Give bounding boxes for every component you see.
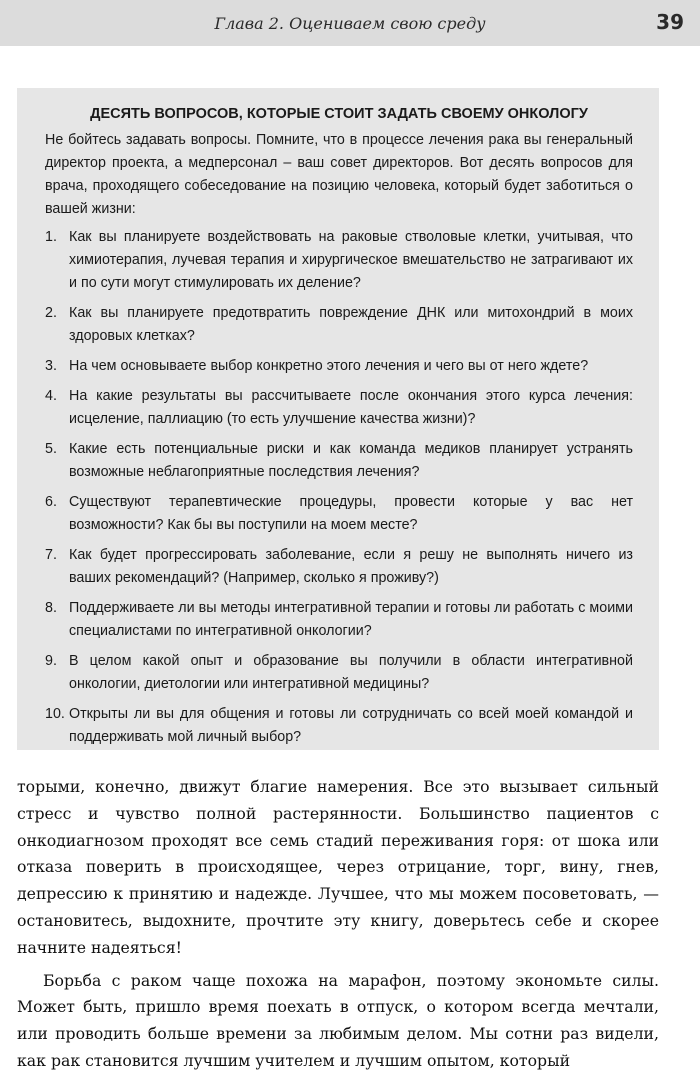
question-item	[45, 385, 633, 431]
question-text: Открыты ли вы для общения и готовы ли сотрудничать со всей моей командой и поддерживать мой личный выбор?	[69, 706, 633, 745]
question-item	[45, 650, 633, 696]
question-text: На какие результаты вы рассчитываете после окончания этого курса лечения: исцеление, паллиацию (то есть улучшение качества жизни)?	[69, 388, 633, 427]
question-number: 2.	[45, 305, 57, 321]
question-item	[45, 491, 633, 537]
running-title: Глава 2. Оцениваем свою среду	[214, 14, 486, 33]
question-number: 9.	[45, 653, 57, 669]
body-text	[17, 774, 659, 1075]
question-item	[45, 438, 633, 484]
question-number: 8.	[45, 600, 57, 616]
question-item	[45, 597, 633, 643]
question-number: 6.	[45, 494, 57, 510]
question-text: Какие есть потенциальные риски и как команда медиков планирует устранять возможные неблагоприятные последствия лечения?	[69, 441, 633, 480]
questions-sidebar	[17, 88, 659, 750]
question-text: Как вы планируете воздействовать на раковые стволовые клетки, учитывая, что химиотерапия, лучевая терапия и хирургическое вмешательство не затрагивают их и по сути могут стимулировать их деление?	[69, 229, 633, 291]
question-item	[45, 544, 633, 590]
body-paragraph: Борьба с раком чаще похожа на марафон, поэтому экономьте силы. Может быть, пришло время поехать в отпуск, о котором всегда мечтали, или проводить больше времени за любимым делом. Мы сотни раз видели, как рак становится лучшим учителем и лучшим опытом, который	[17, 970, 659, 1070]
page-header	[0, 0, 700, 46]
question-item	[45, 703, 633, 749]
question-text: На чем основываете выбор конкретно этого лечения и чего вы от него ждете?	[69, 358, 589, 374]
body-paragraph: торыми, конечно, движут благие намерения. Все это вызывает сильный стресс и чувство полной растерянности. Большинство пациентов с онкодиагнозом проходят все семь стадий переживания горя: от шока или отказа поверить в происходящее, через отрицание, торг, вину, гнев, депрессию к принятию и надежде. Лучшее, что мы можем посоветовать, — остановитесь, выдохните, прочтите эту книгу, доверьтесь себе и скорее начните надеяться!	[17, 777, 659, 957]
question-text: Как будет прогрессировать заболевание, если я решу не выполнять ничего из ваших рекомендаций? (Например, сколько я проживу?)	[69, 547, 633, 586]
question-text: В целом какой опыт и образование вы получили в области интегративной онкологии, диетологии или интегративной медицины?	[69, 653, 633, 692]
question-number: 4.	[45, 388, 57, 404]
question-list	[45, 226, 633, 749]
sidebar-title: ДЕСЯТЬ ВОПРОСОВ, КОТОРЫЕ СТОИТ ЗАДАТЬ СВОЕМУ ОНКОЛОГУ	[90, 106, 588, 122]
page-number: 39	[656, 10, 684, 34]
sidebar-intro: Не бойтесь задавать вопросы. Помните, что в процессе лечения рака вы генеральный директор проекта, а медперсонал – ваш совет директоров. Вот десять вопросов для врача, проходящего собеседование на позицию человека, который будет заботиться о вашей жизни:	[45, 132, 633, 217]
question-text: Поддерживаете ли вы методы интегративной терапии и готовы ли работать с моими специалистами по интегративной онкологии?	[69, 600, 633, 639]
question-number: 1.	[45, 229, 57, 245]
question-number: 3.	[45, 358, 57, 374]
question-item	[45, 355, 633, 378]
question-text: Существуют терапевтические процедуры, провести которые у вас нет возможности? Как бы вы поступили на моем месте?	[69, 494, 633, 533]
question-number: 10.	[45, 706, 65, 722]
question-item	[45, 226, 633, 295]
question-text: Как вы планируете предотвратить повреждение ДНК или митохондрий в моих здоровых клетках?	[69, 305, 633, 344]
question-number: 5.	[45, 441, 57, 457]
question-item	[45, 302, 633, 348]
question-number: 7.	[45, 547, 57, 563]
